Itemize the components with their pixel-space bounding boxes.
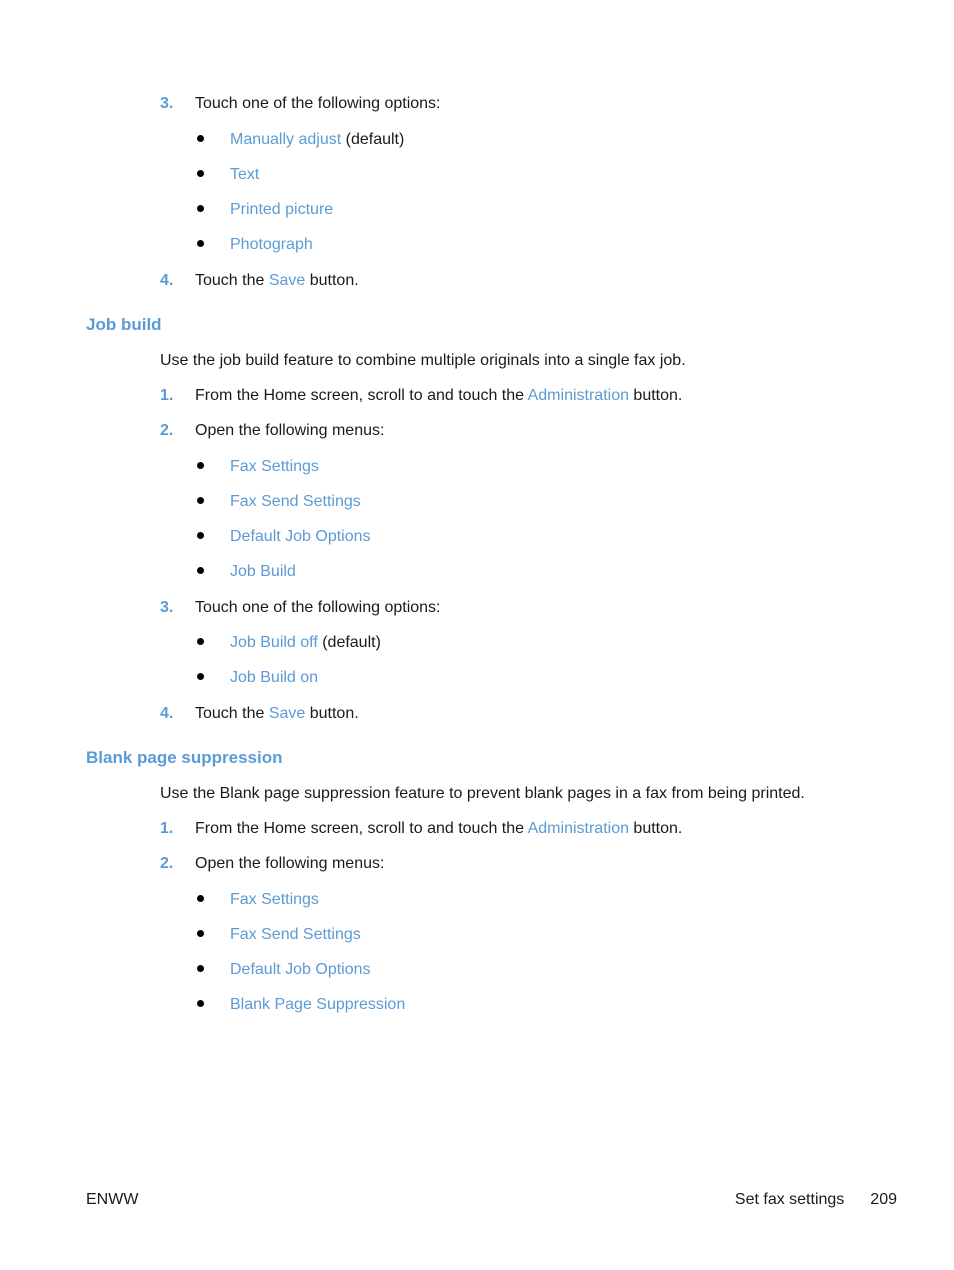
step-text: From the Home screen, scroll to and touch the	[195, 387, 528, 404]
option-link[interactable]: Photograph	[230, 236, 313, 253]
menu-link[interactable]: Fax Send Settings	[230, 926, 361, 943]
step-text: From the Home screen, scroll to and touch the	[195, 820, 528, 837]
list-item	[197, 491, 361, 513]
step-text: Open the following menus:	[195, 855, 385, 872]
option-link[interactable]: Manually adjust	[230, 131, 342, 148]
option-link[interactable]: Job Build off	[230, 634, 318, 651]
bullet-icon	[197, 930, 204, 937]
step-2	[160, 853, 384, 875]
menu-link[interactable]: Fax Send Settings	[230, 493, 361, 510]
step-text: Open the following menus:	[195, 422, 385, 439]
step-4	[160, 270, 359, 292]
save-link[interactable]: Save	[268, 272, 306, 289]
bullet-icon	[197, 135, 204, 142]
list-item	[197, 889, 319, 911]
footer-label: ENWW	[86, 1191, 139, 1208]
section-heading-job-build: Job build	[86, 315, 162, 334]
administration-link[interactable]: Administration	[527, 387, 629, 404]
bullet-icon	[197, 1000, 204, 1007]
bullet-icon	[197, 497, 204, 504]
option-link[interactable]: Text	[230, 166, 260, 183]
option-link[interactable]: Job Build on	[230, 669, 319, 686]
option-suffix: (default)	[341, 131, 405, 148]
step-text-end: button.	[305, 272, 359, 289]
step-number: 1.	[160, 387, 174, 404]
step-4	[160, 703, 359, 725]
list-item	[197, 129, 404, 151]
step-text-end: button.	[628, 387, 683, 404]
bullet-icon	[197, 462, 204, 469]
section-intro: Use the job build feature to combine multiple originals into a single fax job.	[160, 352, 686, 369]
menu-link[interactable]: Fax Settings	[230, 891, 319, 908]
option-suffix: (default)	[317, 634, 381, 651]
step-1	[160, 385, 682, 407]
step-text: Touch one of the following options:	[195, 95, 441, 112]
step-number: 3.	[160, 599, 174, 616]
bullet-icon	[197, 638, 204, 645]
list-item	[197, 632, 381, 654]
list-item	[197, 526, 371, 548]
step-3	[160, 597, 441, 619]
menu-link[interactable]: Blank Page Suppression	[230, 996, 406, 1013]
list-item	[197, 199, 333, 221]
save-link[interactable]: Save	[268, 705, 306, 722]
menu-link[interactable]: Fax Settings	[230, 458, 319, 475]
footer-section-title: Set fax settings	[734, 1191, 845, 1208]
bullet-icon	[197, 240, 204, 247]
step-number: 4.	[160, 705, 174, 722]
step-text: Touch the	[195, 272, 269, 289]
bullet-icon	[197, 567, 204, 574]
step-text: Touch the	[195, 705, 269, 722]
list-item	[197, 234, 313, 256]
step-text: Touch one of the following options:	[195, 599, 441, 616]
list-item	[197, 924, 361, 946]
menu-link[interactable]: Default Job Options	[230, 961, 371, 978]
bullet-icon	[197, 895, 204, 902]
menu-link[interactable]: Default Job Options	[230, 528, 371, 545]
option-link[interactable]: Printed picture	[230, 201, 334, 218]
bullet-icon	[197, 965, 204, 972]
step-number: 2.	[160, 422, 174, 439]
step-3	[160, 93, 441, 115]
administration-link[interactable]: Administration	[527, 820, 629, 837]
menu-link[interactable]: Job Build	[230, 563, 296, 580]
page-number: 209	[870, 1191, 897, 1208]
step-text-end: button.	[305, 705, 359, 722]
list-item	[197, 959, 371, 981]
section-intro: Use the Blank page suppression feature to prevent blank pages in a fax from being printed.	[160, 785, 805, 802]
list-item	[197, 456, 319, 478]
step-number: 4.	[160, 272, 174, 289]
bullet-icon	[197, 170, 204, 177]
footer-right	[735, 1189, 897, 1211]
list-item	[197, 164, 259, 186]
bullet-icon	[197, 532, 204, 539]
step-1	[160, 818, 682, 840]
bullet-icon	[197, 673, 204, 680]
step-number: 3.	[160, 95, 174, 112]
step-number: 1.	[160, 820, 174, 837]
step-2	[160, 420, 384, 442]
list-item	[197, 561, 296, 583]
list-item	[197, 994, 405, 1016]
section-heading-blank-page: Blank page suppression	[86, 748, 283, 767]
bullet-icon	[197, 205, 204, 212]
step-number: 2.	[160, 855, 174, 872]
step-text-end: button.	[628, 820, 683, 837]
list-item	[197, 667, 318, 689]
